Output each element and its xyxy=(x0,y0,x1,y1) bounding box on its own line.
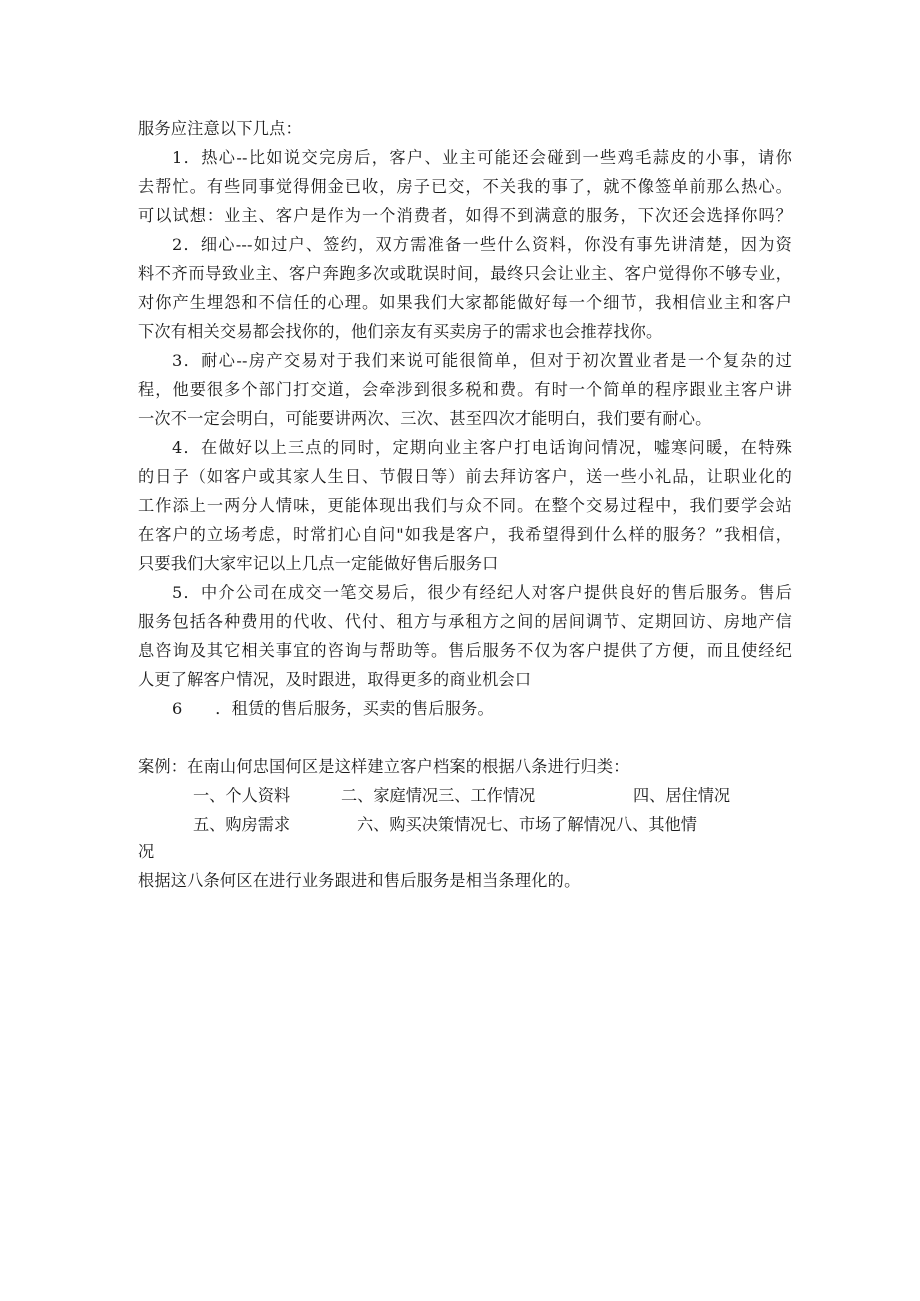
point-2-line-2: 料不齐而导致业主、客户奔跑多次或耽误时间，最终只会让业主、客户觉得你不够专业， xyxy=(138,264,792,283)
category-1: 一、个人资料 xyxy=(193,786,291,805)
point-4-line-5: 只要我们大家牢记以上几点一定能做好售后服务口 xyxy=(138,554,499,573)
point-6-line-1: 6 ．租赁的售后服务，买卖的售后服务。 xyxy=(172,699,494,718)
category-2-3: 二、家庭情况三、工作情况 xyxy=(341,786,536,805)
point-5-line-2: 服务包括各种费用的代收、代付、租方与承租方之间的居间调节、定期回访、房地产信 xyxy=(138,612,792,631)
category-wrap: 况 xyxy=(138,842,155,861)
category-5: 五、购房需求 xyxy=(193,815,291,834)
point-2-line-3: 对你产生埋怨和不信任的心理。如果我们大家都能做好每一个细节，我相信业主和客户 xyxy=(138,293,792,312)
point-5-line-4: 人更了解客户情况，及时跟进，取得更多的商业机会口 xyxy=(138,670,532,689)
point-3-line-1: 3．耐心--房产交易对于我们来说可能很简单，但对于初次置业者是一个复杂的过 xyxy=(172,351,792,370)
case-intro: 案例：在南山何忠国何区是这样建立客户档案的根据八条进行归类： xyxy=(138,757,630,776)
point-1-line-2: 去帮忙。有些同事觉得佣金已收，房子已交，不关我的事了，就不像签单前那么热心。 xyxy=(138,177,792,196)
point-5-line-3: 息咨询及其它相关事宜的咨询与帮助等。售后服务不仅为客户提供了方便，而且使经纪 xyxy=(138,641,792,660)
point-1-line-1: 1．热心--比如说交完房后，客户、业主可能还会碰到一些鸡毛蒜皮的小事，请你 xyxy=(172,148,792,167)
point-5-line-1: 5．中介公司在成交一笔交易后，很少有经纪人对客户提供良好的售后服务。售后 xyxy=(172,583,792,602)
point-3-line-2: 程，他要很多个部门打交道，会牵涉到很多税和费。有时一个简单的程序跟业主客户讲 xyxy=(138,380,792,399)
intro-text: 服务应注意以下几点： xyxy=(138,119,302,138)
point-3-line-3: 一次不一定会明白，可能要讲两次、三次、甚至四次才能明白，我们要有耐心。 xyxy=(138,409,712,428)
point-4-line-2: 的日子（如客户或其家人生日、节假日等）前去拜访客户，送一些小礼品，让职业化的 xyxy=(138,467,792,486)
point-2-line-1: 2．细心---如过户、签约，双方需准备一些什么资料，你没有事先讲清楚，因为资 xyxy=(172,235,792,254)
conclusion-text: 根据这八条何区在进行业务跟进和售后服务是相当条理化的。 xyxy=(138,871,581,890)
point-4-line-3: 工作添上一两分人情味，更能体现出我们与众不同。在整个交易过程中，我们要学会站 xyxy=(138,496,792,515)
point-4-line-1: 4．在做好以上三点的同时，定期向业主客户打电话询问情况，嘘寒问暖，在特殊 xyxy=(172,438,792,457)
category-4: 四、居住情况 xyxy=(633,786,731,805)
point-4-line-4: 在客户的立场考虑，时常扪心自问"如我是客户，我希望得到什么样的服务？”我相信， xyxy=(138,525,792,544)
category-6-8: 六、购买决策情况七、市场了解情况八、其他情 xyxy=(357,815,697,834)
point-1-line-3: 可以试想：业主、客户是作为一个消费者，如得不到满意的服务，下次还会选择你吗？ xyxy=(138,206,792,225)
point-2-line-4: 下次有相关交易都会找你的，他们亲友有买卖房子的需求也会推荐找你。 xyxy=(138,322,663,341)
